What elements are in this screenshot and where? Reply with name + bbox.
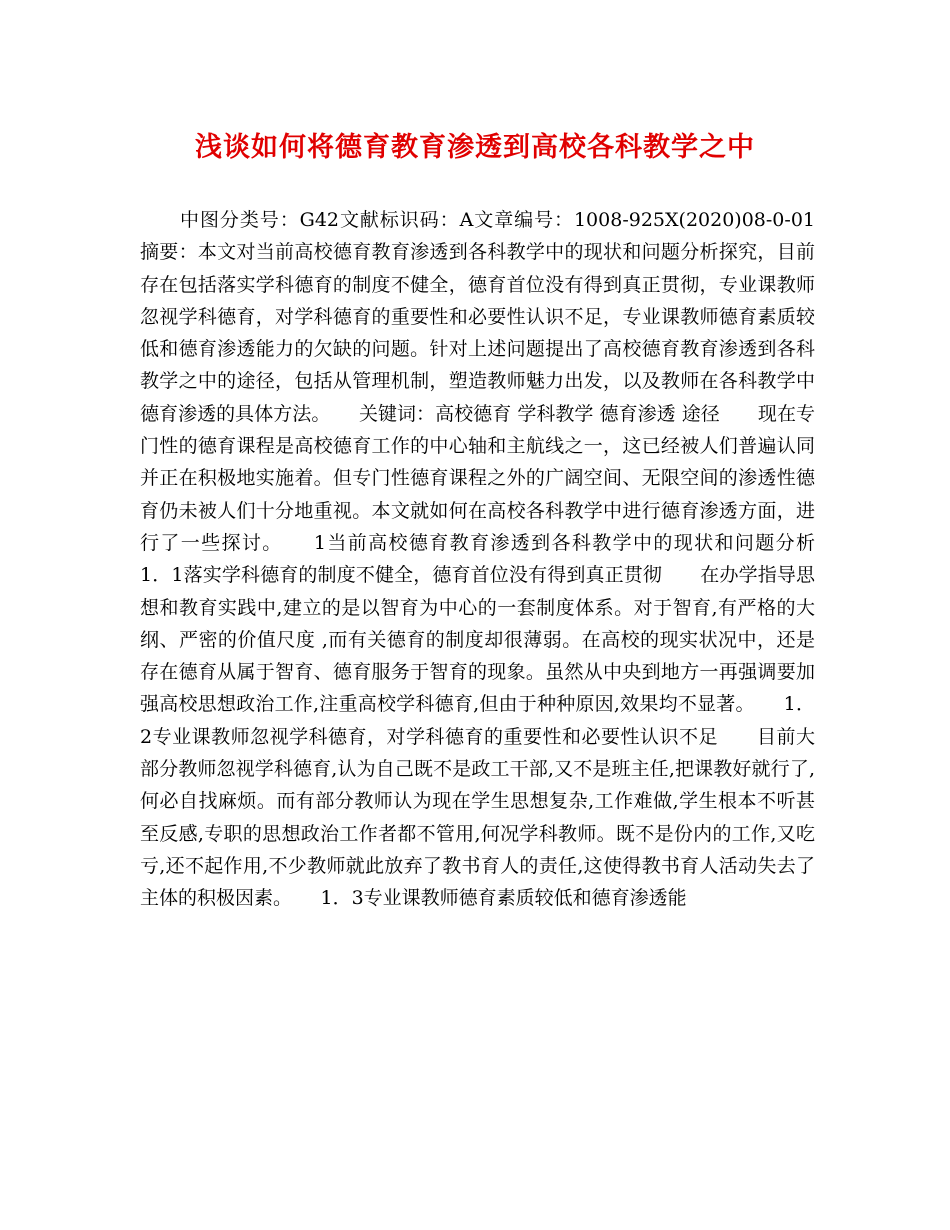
document-title: 浅谈如何将德育教育渗透到高校各科教学之中 (195, 132, 755, 163)
document-body: 中图分类号：G42文献标识码：A文章编号：1008-925X(2020)08-0-01 摘要：本文对当前高校德育教育渗透到各科教学中的现状和问题分析探究，目前存在包括落实学科德育的制度不健全，德育首位没有得到真正贯彻，专业课教师忽视学科德育，对学科德育的重要性和必要性认识不足，专业课教师德育素质较低和德育渗透能力的欠缺的问题。针对上述问题提出了高校德育教育渗透到各科教学之中的途径，包括从管理机制，塑造教师魅力出发，以及教师在各科教学中德育渗透的具体方法。 关键词：高校德育 学科教学 德育渗透 途径 现在专门性的德育课程是高校德育工作的中心轴和主航线之一，这已经被人们普遍认同并正在积极地实施着。但专门性德育课程之外的广阔空间、无限空间的渗透性德育仍未被人们十分地重视。本文就如何在高校各科教学中进行德育渗透方面，进行了一些探讨。 1当前高校德育教育渗透到各科教学中的现状和问题分析 1．1落实学科德育的制度不健全，德育首位没有得到真正贯彻 在办学指导思想和教育实践中,建立的是以智育为中心的一套制度体系。对于智育,有严格的大纲、严密的价值尺度 ,而有关德育的制度却很薄弱。在高校的现实状况中，还是存在德育从属于智育、德育服务于智育的现象。虽然从中央到地方一再强调要加强高校思想政治工作,注重高校学科德育,但由于种种原因,效果均不显著。 1．2专业课教师忽视学科德育，对学科德育的重要性和必要性认识不足 目前大部分教师忽视学科德育,认为自己既不是政工干部,又不是班主任,把课教好就行了,何必自找麻烦。而有部分教师认为现在学生思想复杂,工作难做,学生根本不听甚至反感,专职的思想政治工作者都不管用,何况学科教师。既不是份内的工作,又吃亏,还不起作用,不少教师就此放弃了教书育人的责任,这使得教书育人活动失去了主体的积极因素。 1．3专业课教师德育素质较低和德育渗透能 (140, 209, 854, 910)
